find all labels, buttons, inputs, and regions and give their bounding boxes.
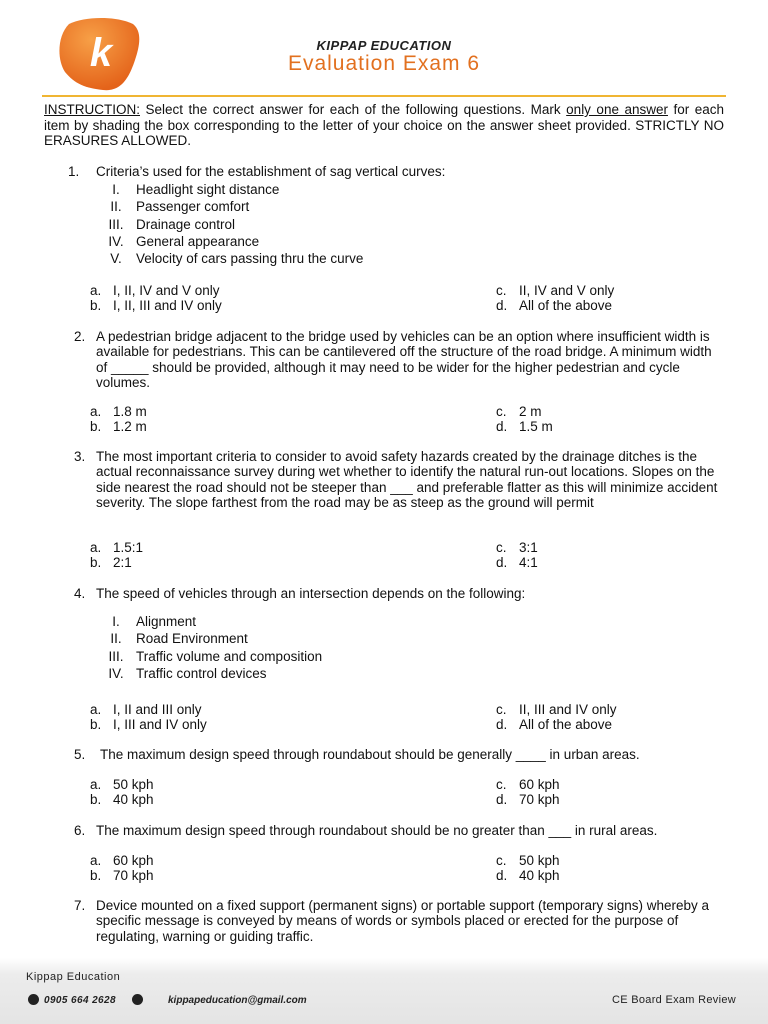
option-text: 60 kph — [519, 777, 560, 792]
list-item-text: Alignment — [136, 614, 197, 630]
question-text: The most important criteria to consider to avoid safety hazards created by the drainage ditches is the actual reconnaissance survey during wet whether to identify the natural run-out locations. Slopes on the side nearest the road should not be steeper than ___ and preferable flatter as this will minimize accident severity. The slope farthest from the road may be as steep as the ground will permit — [96, 449, 718, 510]
instruction-text-b: for each item by shading the box corresponding to the letter of your choice on the answer sheet provided. STRICTLY NO ERASURES ALLOWED. — [44, 102, 725, 148]
list-item — [96, 199, 728, 216]
option-text: I, III and IV only — [113, 717, 207, 732]
option-letter: d. — [496, 868, 508, 883]
list-item-text: Passenger comfort — [136, 199, 250, 215]
list-item — [96, 251, 728, 268]
option-text: I, II, III and IV only — [113, 298, 222, 313]
question-text: Criteria’s used for the establishment of sag vertical curves: — [96, 164, 446, 179]
option-letter: d. — [496, 298, 508, 313]
option-letter: a. — [90, 702, 102, 717]
option-letter: a. — [90, 777, 102, 792]
question-number: 2. — [74, 329, 86, 344]
option-text: 3:1 — [519, 540, 538, 555]
option-letter: a. — [90, 283, 102, 298]
list-item-text: General appearance — [136, 233, 260, 249]
option-letter: d. — [496, 792, 508, 807]
option-d — [496, 298, 612, 313]
question-number: 6. — [74, 823, 86, 838]
option-text: II, III and IV only — [519, 702, 617, 717]
option-letter: c. — [496, 283, 507, 298]
list-item — [96, 666, 728, 683]
option-letter: b. — [90, 555, 102, 570]
question-6 — [68, 823, 728, 838]
option-letter: c. — [496, 540, 507, 555]
option-letter: b. — [90, 717, 102, 732]
instruction-underlined: only one answer — [566, 102, 668, 117]
option-d — [496, 792, 560, 807]
footer-organization: Kippap Education — [26, 971, 121, 983]
question-4 — [68, 586, 728, 683]
question-number: 3. — [74, 449, 86, 464]
option-text: 1.2 m — [113, 419, 147, 434]
organization-name: KIPPAP EDUCATION — [316, 38, 452, 53]
factors-list — [96, 614, 728, 683]
question-text: Device mounted on a fixed support (permanent signs) or portable support (temporary signs) whereby a specific message is conveyed by means of words or symbols placed or erected for the purpose of regulating, warning or guiding traffic. — [96, 898, 710, 944]
email-icon — [132, 994, 143, 1005]
instruction-label: INSTRUCTION: — [44, 102, 140, 117]
option-text: 40 kph — [113, 792, 154, 807]
question-number: 1. — [68, 164, 80, 179]
option-a — [90, 404, 147, 419]
option-a — [90, 283, 220, 298]
option-a — [90, 853, 154, 868]
option-a — [90, 702, 202, 717]
footer-phone: 0905 664 2628 — [44, 995, 116, 1006]
option-a — [90, 540, 143, 555]
list-item — [96, 614, 728, 631]
option-letter: b. — [90, 868, 102, 883]
question-text: The maximum design speed through roundabout should be generally ____ in urban areas. — [100, 747, 640, 762]
list-item — [96, 217, 728, 234]
option-text: II, IV and V only — [519, 283, 615, 298]
exam-title: Evaluation Exam 6 — [287, 52, 481, 75]
option-letter: b. — [90, 792, 102, 807]
list-item-text: Drainage control — [136, 216, 236, 232]
option-b — [90, 868, 154, 883]
option-c — [496, 702, 617, 717]
option-b — [90, 717, 207, 732]
question-7 — [68, 898, 728, 944]
option-text: 60 kph — [113, 853, 154, 868]
option-letter: c. — [496, 853, 507, 868]
option-text: 1.8 m — [113, 404, 147, 419]
option-text: 70 kph — [519, 792, 560, 807]
list-item — [96, 649, 728, 666]
list-item-number: V. — [110, 251, 122, 267]
option-text: 1.5:1 — [113, 540, 144, 555]
option-letter: b. — [90, 298, 102, 313]
option-b — [90, 555, 132, 570]
option-d — [496, 717, 612, 732]
list-item-text: Road Environment — [136, 631, 248, 647]
question-text: The speed of vehicles through an intersection depends on the following: — [96, 586, 526, 601]
option-c — [496, 540, 538, 555]
list-item-number: IV. — [108, 665, 124, 681]
phone-icon — [28, 994, 39, 1005]
logo-letter: k — [89, 31, 113, 75]
option-letter: a. — [90, 853, 102, 868]
list-item — [96, 182, 728, 199]
option-letter: d. — [496, 555, 508, 570]
option-text: 40 kph — [519, 868, 560, 883]
list-item-number: I. — [112, 614, 120, 630]
criteria-list — [96, 182, 728, 268]
list-item-text: Traffic control devices — [136, 665, 267, 681]
question-number: 4. — [74, 586, 86, 601]
option-text: I, II and III only — [113, 702, 202, 717]
question-number: 5. — [74, 747, 86, 762]
list-item — [96, 234, 728, 251]
option-d — [496, 419, 553, 434]
list-item — [96, 631, 728, 648]
option-letter: b. — [90, 419, 102, 434]
option-b — [90, 792, 154, 807]
list-item-text: Traffic volume and composition — [136, 648, 323, 664]
option-c — [496, 283, 614, 298]
list-item-text: Velocity of cars passing thru the curve — [136, 251, 364, 267]
option-letter: c. — [496, 702, 507, 717]
option-letter: d. — [496, 717, 508, 732]
option-c — [496, 853, 560, 868]
option-letter: a. — [90, 404, 102, 419]
header-divider — [42, 95, 726, 97]
instruction-text-a: Select the correct answer for each of the following questions. Mark — [140, 102, 567, 117]
option-letter: c. — [496, 777, 507, 792]
option-a — [90, 777, 154, 792]
option-text: 1.5 m — [519, 419, 553, 434]
option-text: 4:1 — [519, 555, 538, 570]
option-text: 2 m — [519, 404, 542, 419]
question-text: The maximum design speed through roundabout should be no greater than ___ in rural areas. — [96, 823, 658, 838]
question-5 — [68, 747, 728, 762]
footer-band — [0, 958, 768, 1024]
option-text: 70 kph — [113, 868, 154, 883]
list-item-number: I. — [112, 182, 120, 198]
question-3 — [68, 449, 728, 510]
option-text: 2:1 — [113, 555, 132, 570]
footer-tagline: CE Board Exam Review — [612, 994, 736, 1006]
option-b — [90, 419, 147, 434]
question-1 — [68, 164, 728, 268]
option-letter: a. — [90, 540, 102, 555]
list-item-number: II. — [110, 199, 122, 215]
option-text: All of the above — [519, 298, 613, 313]
list-item-number: III. — [108, 648, 124, 664]
list-item-number: III. — [108, 216, 124, 232]
question-number: 7. — [74, 898, 86, 913]
option-d — [496, 555, 538, 570]
instruction-block — [44, 102, 724, 149]
list-item-number: II. — [110, 631, 122, 647]
option-b — [90, 298, 222, 313]
question-2 — [68, 329, 728, 390]
list-item-number: IV. — [108, 233, 124, 249]
footer-email: kippapeducation@gmail.com — [168, 995, 307, 1006]
option-text: 50 kph — [113, 777, 154, 792]
question-text: A pedestrian bridge adjacent to the bridge used by vehicles can be an option where insufficient width is available for pedestrians. This can be cantilevered off the structure of the road bridge. A minimum width of _____ should be provided, although it may need to be wider for the higher pedestrian and cycle volumes. — [96, 329, 712, 390]
option-c — [496, 404, 542, 419]
option-letter: c. — [496, 404, 507, 419]
option-text: 50 kph — [519, 853, 560, 868]
option-text: All of the above — [519, 717, 613, 732]
option-text: I, II, IV and V only — [113, 283, 220, 298]
option-c — [496, 777, 560, 792]
option-d — [496, 868, 560, 883]
list-item-text: Headlight sight distance — [136, 182, 280, 198]
option-letter: d. — [496, 419, 508, 434]
